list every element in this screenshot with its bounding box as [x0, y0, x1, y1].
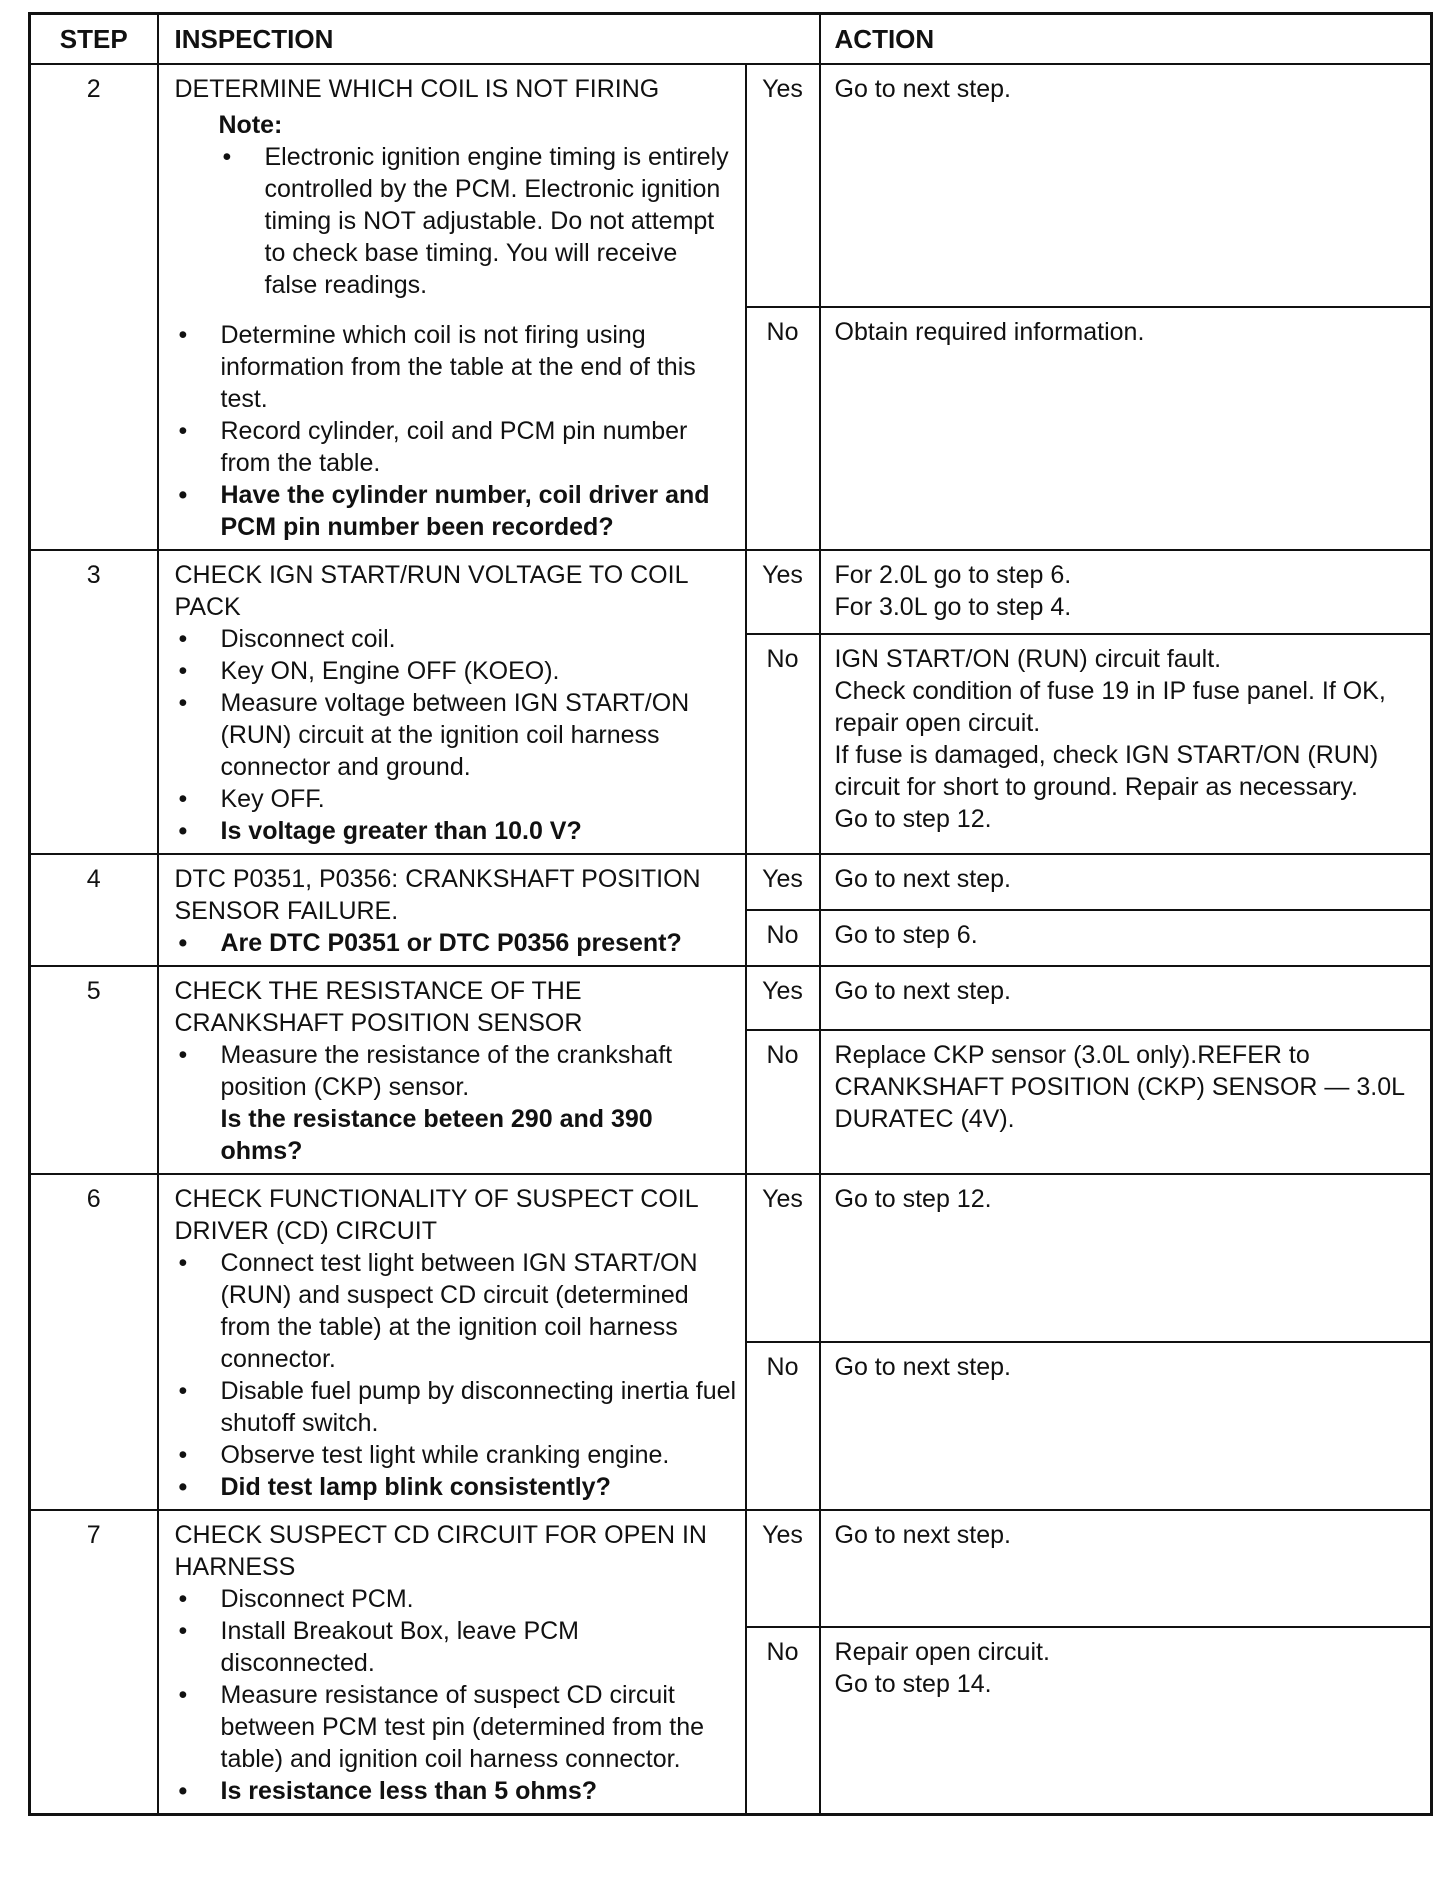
inspection-title: CHECK THE RESISTANCE OF THE CRANKSHAFT POSITION SENSOR [174, 977, 583, 1037]
inspection-cell [158, 550, 746, 854]
yes-label: Yes [746, 1510, 820, 1627]
note-list [175, 141, 737, 301]
header-action: ACTION [820, 14, 1432, 65]
no-action [820, 910, 1432, 966]
yes-action [820, 64, 1432, 307]
inspection-question: • Have the cylinder number, coil driver and PCM pin number been recorded? [175, 479, 737, 543]
inspection-item: • Measure voltage between IGN START/ON (RUN) circuit at the ignition coil harness connector and ground. [175, 687, 737, 783]
inspection-cell [158, 1174, 746, 1510]
table-row [30, 550, 1432, 634]
inspection-title: DTC P0351, P0356: CRANKSHAFT POSITION SENSOR FAILURE. [174, 865, 701, 925]
action-line: Go to step 6. [834, 921, 978, 949]
note-label: Note: [218, 111, 283, 139]
action-line: Obtain required information. [834, 318, 1145, 346]
table-row [30, 966, 1432, 1030]
inspection-item: • Disable fuel pump by disconnecting inertia fuel shutoff switch. [175, 1375, 737, 1439]
inspection-item: • Key ON, Engine OFF (KOEO). [175, 655, 737, 687]
action-line: Go to step 12. [834, 1185, 992, 1213]
step-number: 6 [30, 1174, 158, 1510]
action-line: Go to next step. [834, 1353, 1012, 1381]
action-line: Go to step 12. [834, 805, 992, 834]
table-row [30, 854, 1432, 910]
inspection-item: • Install Breakout Box, leave PCM disconnected. [175, 1615, 737, 1679]
table-row [30, 64, 1432, 307]
inspection-item: • Disconnect coil. [175, 623, 737, 655]
step-number: 4 [30, 854, 158, 966]
inspection-cell [158, 1510, 746, 1815]
action-line: Check condition of fuse 19 in IP fuse panel. If OK, repair open circuit. [834, 677, 1386, 738]
inspection-item: • Record cylinder, coil and PCM pin number from the table. [175, 415, 737, 479]
no-label: No [746, 307, 820, 550]
inspection-list [175, 623, 737, 847]
inspection-question: • Did test lamp blink consistently? [175, 1471, 737, 1503]
step-number: 7 [30, 1510, 158, 1815]
action-line: Replace CKP sensor (3.0L only).REFER to CRANKSHAFT POSITION (CKP) SENSOR — 3.0L DURATEC (4V). [834, 1041, 1405, 1134]
inspection-item: • Determine which coil is not firing using information from the table at the end of this test. [175, 319, 737, 415]
no-action [820, 1030, 1432, 1174]
no-label: No [746, 1627, 820, 1815]
action-line: Go to step 14. [834, 1669, 992, 1698]
inspection-cell [158, 966, 746, 1174]
inspection-title: CHECK IGN START/RUN VOLTAGE TO COIL PACK [174, 561, 688, 621]
yes-label: Yes [746, 854, 820, 910]
no-action [820, 634, 1432, 854]
header-inspection: INSPECTION [158, 14, 820, 65]
header-step: STEP [30, 14, 158, 65]
inspection-question: • Is voltage greater than 10.0 V? [175, 815, 737, 847]
inspection-cell [158, 854, 746, 966]
inspection-list [175, 1247, 737, 1503]
yes-action [820, 966, 1432, 1030]
inspection-list [175, 319, 737, 543]
no-action [820, 1342, 1432, 1510]
inspection-list [175, 1039, 737, 1103]
inspection-title: CHECK FUNCTIONALITY OF SUSPECT COIL DRIVER (CD) CIRCUIT [174, 1185, 698, 1245]
yes-label: Yes [746, 64, 820, 307]
inspection-cell [158, 64, 746, 550]
yes-action [820, 550, 1432, 634]
note-item: • Electronic ignition engine timing is entirely controlled by the PCM. Electronic ignition timing is NOT adjustable. Do not attempt to check base timing. You will receive false readings. [175, 141, 737, 301]
diagnostic-document [28, 12, 1430, 1816]
step-number: 5 [30, 966, 158, 1174]
action-line: Repair open circuit. [834, 1637, 1050, 1666]
inspection-title: DETERMINE WHICH COIL IS NOT FIRING [174, 75, 660, 103]
no-action [820, 1627, 1432, 1815]
step-number: 3 [30, 550, 158, 854]
yes-label: Yes [746, 966, 820, 1030]
action-line: Go to next step. [834, 865, 1012, 893]
inspection-question: • Is resistance less than 5 ohms? [175, 1775, 737, 1807]
inspection-list [175, 927, 737, 959]
action-line: For 3.0L go to step 4. [834, 593, 1072, 621]
diagnostic-table [28, 12, 1433, 1816]
inspection-item: • Measure resistance of suspect CD circuit between PCM test pin (determined from the table) and ignition coil harness connector. [175, 1679, 737, 1775]
inspection-question: • Are DTC P0351 or DTC P0356 present? [175, 927, 737, 959]
action-line: IGN START/ON (RUN) circuit fault. [834, 645, 1222, 674]
no-label: No [746, 634, 820, 854]
inspection-question: Is the resistance beteen 290 and 390 ohms? [220, 1105, 653, 1165]
table-row [30, 1174, 1432, 1342]
step-number: 2 [30, 64, 158, 550]
action-line: For 2.0L go to step 6. [834, 561, 1072, 589]
yes-label: Yes [746, 1174, 820, 1342]
action-line: Go to next step. [834, 75, 1012, 103]
action-line: If fuse is damaged, check IGN START/ON (RUN) circuit for short to ground. Repair as necessary. [834, 741, 1379, 802]
inspection-title: CHECK SUSPECT CD CIRCUIT FOR OPEN IN HARNESS [174, 1521, 707, 1581]
inspection-item: • Observe test light while cranking engine. [175, 1439, 737, 1471]
action-line: Go to next step. [834, 977, 1012, 1005]
table-header-row [30, 14, 1432, 65]
yes-action [820, 1510, 1432, 1627]
inspection-item: • Key OFF. [175, 783, 737, 815]
table-row [30, 1510, 1432, 1627]
yes-action [820, 854, 1432, 910]
no-label: No [746, 1030, 820, 1174]
no-label: No [746, 1342, 820, 1510]
inspection-item: • Disconnect PCM. [175, 1583, 737, 1615]
yes-action [820, 1174, 1432, 1342]
yes-label: Yes [746, 550, 820, 634]
inspection-item: • Measure the resistance of the crankshaft position (CKP) sensor. [175, 1039, 737, 1103]
inspection-item: • Connect test light between IGN START/ON (RUN) and suspect CD circuit (determined from the table) at the ignition coil harness connector. [175, 1247, 737, 1375]
no-label: No [746, 910, 820, 966]
inspection-list [175, 1583, 737, 1807]
action-line: Go to next step. [834, 1521, 1012, 1549]
no-action [820, 307, 1432, 550]
